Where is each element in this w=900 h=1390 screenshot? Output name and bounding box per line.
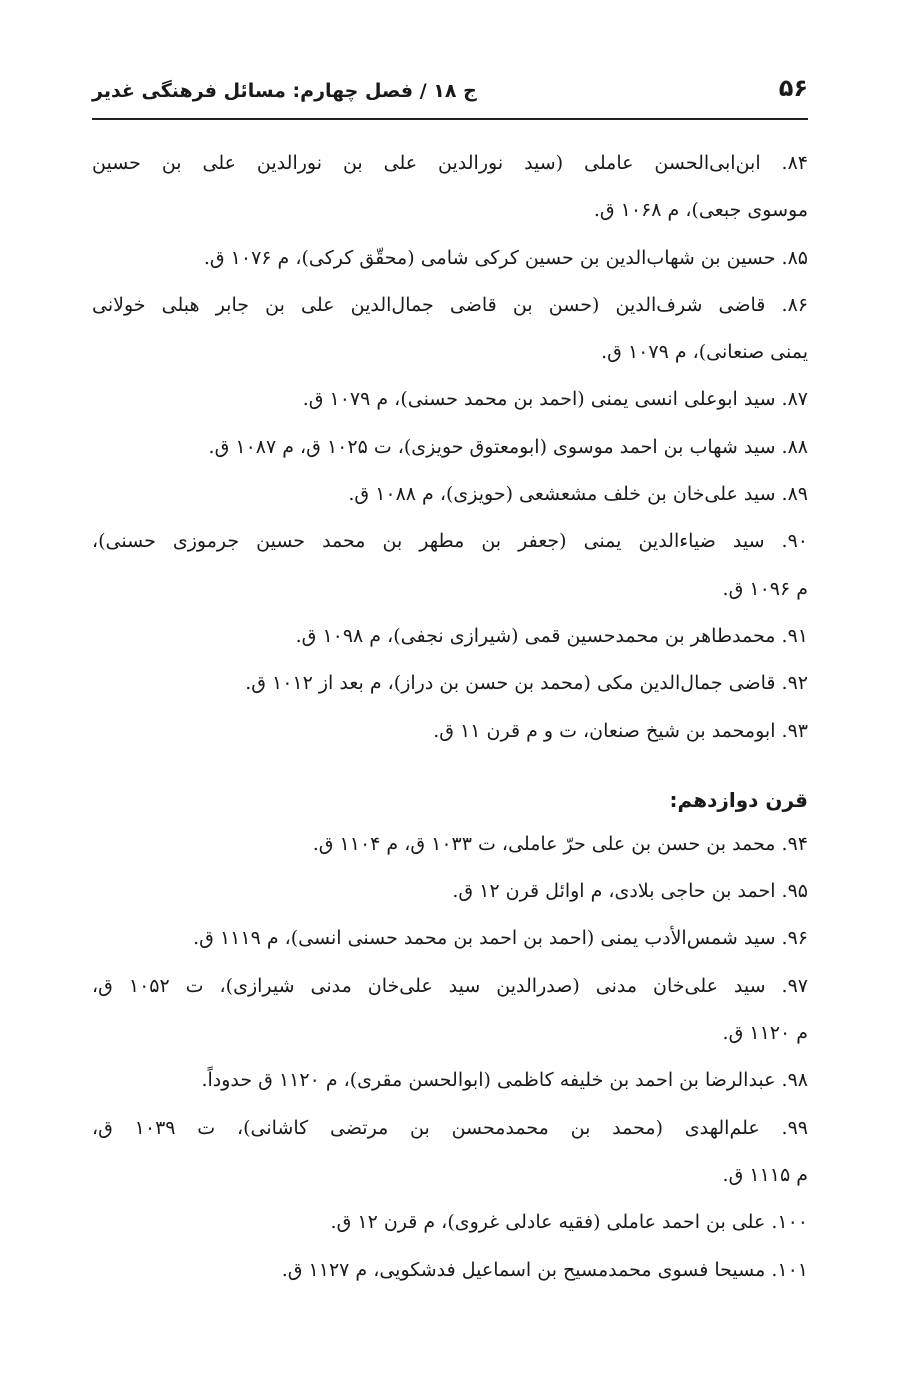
entry-86-line-2: یمنی صنعانی)، م ۱۰۷۹ ق. [601,341,808,364]
entry-87: ۸۷. سید ابوعلی انسی یمنی (احمد بن محمد حسنی)، م ۱۰۷۹ ق. [302,388,808,411]
entry-99-line-1: ۹۹. علم‌الهدی (محمد بن محمدمحسن بن مرتضی کاشانی)، ت ۱۰۳۹ ق، [92,1116,808,1139]
entry-101: ۱۰۱. مسیحا فسوی محمدمسیح بن اسماعیل فدشکویی، م ۱۱۲۷ ق. [281,1258,808,1281]
page-header [92,68,808,120]
entry-88: ۸۸. سید شهاب بن احمد موسوی (ابومعتوق حویزی)، ت ۱۰۲۵ ق، م ۱۰۸۷ ق. [208,435,808,458]
entry-86-line-1: ۸۶. قاضی شرف‌الدین (حسن بن قاضی جمال‌الدین علی بن جابر هبلی خولانی [92,293,808,316]
entry-85: ۸۵. حسین بن شهاب‌الدین بن حسین کرکی شامی (محقّق کرکی)، م ۱۰۷۶ ق. [203,246,808,269]
entry-100: ۱۰۰. علی بن احمد عاملی (فقیه عادلی غروی)، م قرن ۱۲ ق. [330,1211,808,1234]
entry-92: ۹۲. قاضی جمال‌الدین مکی (محمد بن حسن بن دراز)، م بعد از ۱۰۱۲ ق. [245,672,808,695]
entry-93: ۹۳. ابومحمد بن شیخ صنعان، ت و م قرن ۱۱ ق. [433,719,808,742]
entry-90-line-2: م ۱۰۹۶ ق. [722,577,808,600]
entry-84-line-1: ۸۴. ابن‌ابی‌الحسن عاملی (سید نورالدین علی بن نورالدین علی بن حسین [92,152,808,174]
book-page [92,0,808,1390]
entry-97-line-2: م ۱۱۲۰ ق. [722,1022,808,1045]
entry-94: ۹۴. محمد بن حسن بن علی حرّ عاملی، ت ۱۰۳۳ ق، م ۱۱۰۴ ق. [312,832,808,855]
entry-84-line-2: موسوی جبعی)، م ۱۰۶۸ ق. [593,199,808,222]
entry-89: ۸۹. سید علی‌خان بن خلف مشعشعی (حویزی)، م ۱۰۸۸ ق. [348,483,808,506]
entry-99-line-2: م ۱۱۱۵ ق. [722,1163,808,1186]
entry-91: ۹۱. محمدطاهر بن محمدحسین قمی (شیرازی نجفی)، م ۱۰۹۸ ق. [295,624,808,647]
entry-98: ۹۸. عبدالرضا بن احمد بن خلیفه کاظمی (ابوالحسن مقری)، م ۱۱۲۰ ق حدوداً. [201,1069,808,1092]
entry-97-line-1: ۹۷. سید علی‌خان مدنی (صدرالدین سید علی‌خان مدنی شیرازی)، ت ۱۰۵۲ ق، [92,974,808,997]
page-number: ۵۶ [778,74,808,102]
entry-96: ۹۶. سید شمس‌الأدب یمنی (احمد بن احمد بن محمد حسنی انسی)، م ۱۱۱۹ ق. [193,927,808,950]
section-gap [92,755,808,779]
entry-95: ۹۵. احمد بن حاجی بلادی، م اوائل قرن ۱۲ ق. [452,880,808,903]
entry-90-line-1: ۹۰. سید ضیاءالدین یمنی (جعفر بن مطهر بن محمد حسین جرموزی حسنی)، [92,530,808,553]
page-body [92,140,808,1294]
running-head: ج ۱۸ / فصل چهارم: مسائل فرهنگی غدیر [92,80,477,102]
section-title: قرن دوازدهم: [669,787,808,812]
